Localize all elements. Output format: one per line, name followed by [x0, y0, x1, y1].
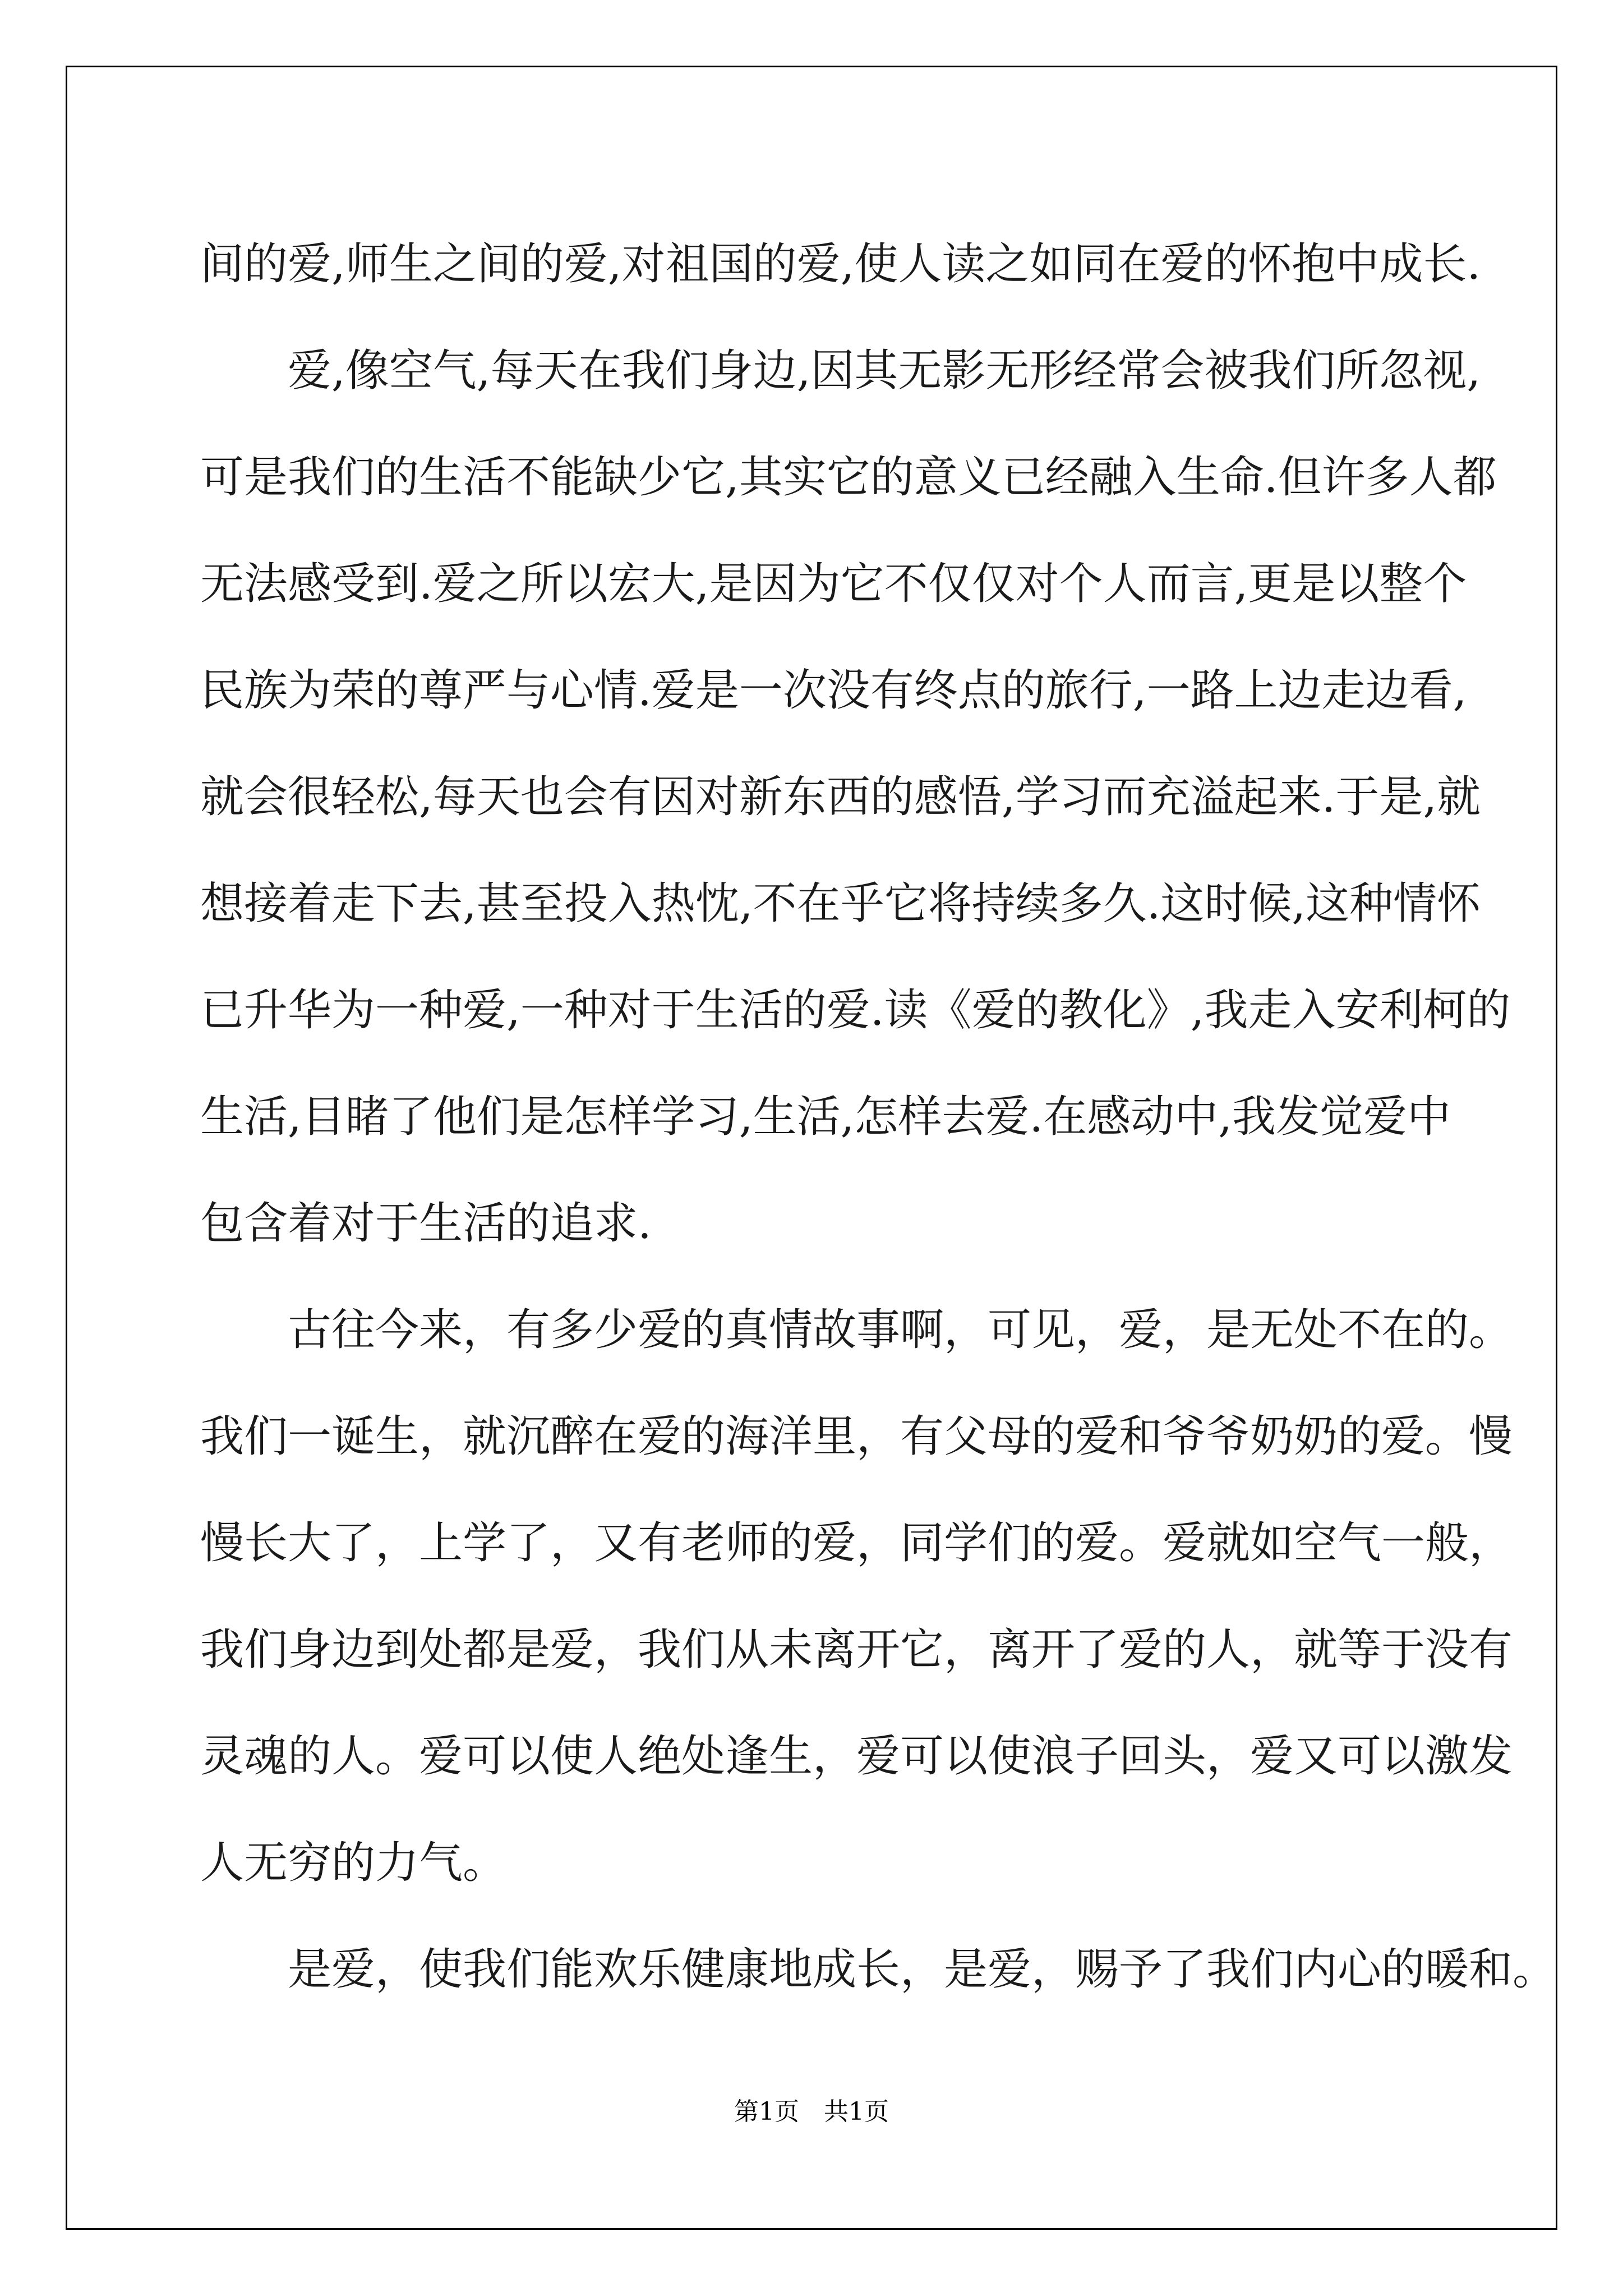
text-line: 灵魂的人。爱可以使人绝处逢生，爱可以使浪子回头，爱又可以激发: [200, 1731, 1513, 1782]
text-line: 我们身边到处都是爱，我们从未离开它，离开了爱的人，就等于没有: [200, 1625, 1513, 1675]
text-line: 慢长大了，上学了，又有老师的爱，同学们的爱。爱就如空气一般，: [200, 1518, 1513, 1568]
text-line: 人无穷的力气。: [200, 1838, 507, 1888]
text-line: 无法感受到.爱之所以宏大,是因为它不仅仅对个人而言,更是以整个: [200, 559, 1467, 609]
text-line: 包含着对于生活的追求.: [200, 1198, 652, 1249]
document-body: [200, 211, 1557, 2023]
text-line: 民族为荣的尊严与心情.爱是一次没有终点的旅行,一路上边走边看,: [200, 665, 1467, 716]
text-line: 生活,目睹了他们是怎样学习,生活,怎样去爱.在感动中,我发觉爱中: [200, 1092, 1451, 1142]
text-line: 我们一诞生，就沉醉在爱的海洋里，有父母的爱和爷爷奶奶的爱。慢: [200, 1411, 1513, 1462]
text-line: 想接着走下去,甚至投入热忱,不在乎它将持续多久.这时候,这种情怀: [200, 878, 1481, 929]
page-total: 共1页: [824, 2097, 889, 2126]
text-line: 可是我们的生活不能缺少它,其实它的意义已经融入生命.但许多人都: [200, 452, 1497, 503]
text-line: 已升华为一种爱,一种对于生活的爱.读《爱的教化》,我走入安利柯的: [200, 985, 1511, 1036]
text-line: 爱,像空气,每天在我们身边,因其无影无形经常会被我们所忽视,: [288, 346, 1481, 396]
text-line: 是爱，使我们能欢乐健康地成长，是爱，赐予了我们内心的暖和。: [288, 1944, 1557, 1995]
text-line: 间的爱,师生之间的爱,对祖国的爱,使人读之如同在爱的怀抱中成长.: [200, 239, 1481, 289]
text-line: 古往今来，有多少爱的真情故事啊，可见，爱，是无处不在的。: [288, 1305, 1513, 1355]
text-line: 就会很轻松,每天也会有因对新东西的感悟,学习而充溢起来.于是,就: [200, 772, 1481, 822]
page-footer: [0, 2091, 1623, 2127]
page-number: 第1页: [734, 2097, 799, 2126]
